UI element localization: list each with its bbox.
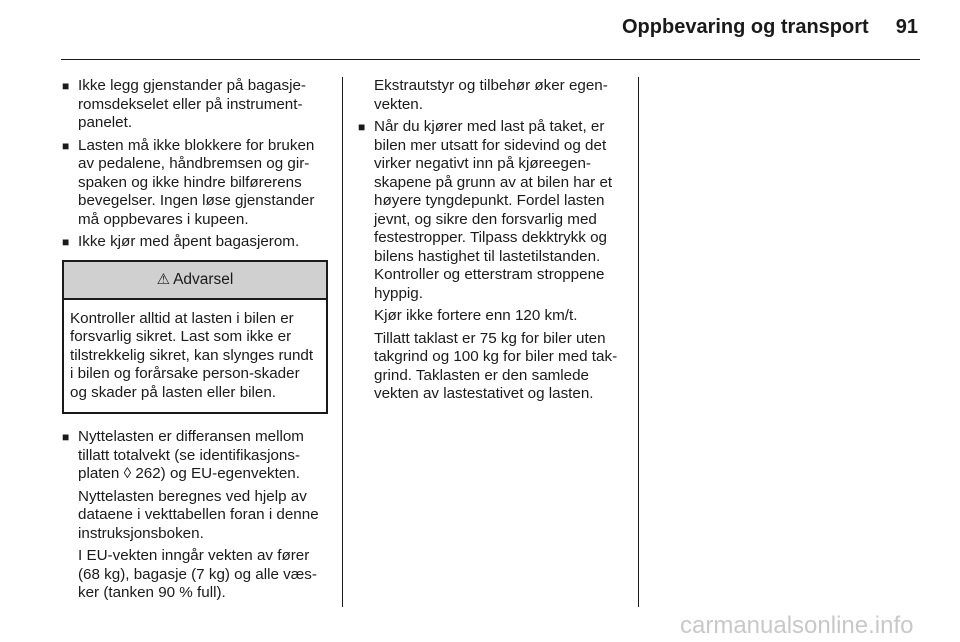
paragraph: Kjør ikke fortere enn 120 km/t. [374,307,578,324]
warning-box [62,260,328,415]
bullet-square-icon: ■ [62,430,70,444]
bullet-square-icon: ■ [62,79,70,93]
warning-text: Kontroller alltid at lasten i bilen er forsvarlig sikret. Last som ikke er tilstrekkelig sikret, kan slynges rundt i bilen og forårsake person-skader og skader på lasten eller bilen. [70,309,314,401]
paragraph: I EU-vekten inngår vekten av fører (68 kg), bagasje (7 kg) og alle væs-ker (tanken 90 % full). [78,547,317,601]
list-item-text: Nyttelasten er differansen mellom tillatt totalvekt (se identifikasjons-platen ◊ 262) og EU-egenvekten. [78,428,304,482]
header-rule [61,59,920,60]
paragraph: Nyttelasten beregnes ved hjelp av dataene i vekttabellen foran i denne instruksjonsboken. [78,487,319,542]
list-item [62,233,330,252]
list-item-text: Ikke kjør med åpent bagasjerom. [78,233,300,250]
column-divider-left [342,77,343,607]
warning-triangle-icon: ⚠ [156,270,171,288]
list-item-text: Lasten må ikke blokkere for bruken av pedalene, håndbremsen og gir-spaken og ikke hindre bilførerens bevegelser. Ingen løse gjenstander må oppbevares i kupeen. [78,136,315,228]
paragraph: Tillatt taklast er 75 kg for biler uten takgrind og 100 kg for biler med tak-grind. Taklasten er den samlede vekten av lastestativet og lasten. [374,329,618,402]
bullet-square-icon: ■ [62,235,70,249]
list-item [358,118,626,303]
page-number: 91 [895,16,918,38]
middle-column [358,77,626,408]
list-item [62,428,330,484]
left-column [62,77,330,607]
list-item-text: Når du kjører med last på taket, er bilen mer utsatt for sidevind og det virker negativt inn på kjøreegen-skapene på grunn av at bilen har et høyere tyngdepunkt. Fordel lasten jevnt, og sikre den forsvarlig med festestropper. Tilpass dekktrykk og bilens hastighet til lastetilstanden. Kontroller og etterstram stroppene hyppig. [374,118,613,302]
list-item [62,77,330,133]
bullet-square-icon: ■ [358,120,366,134]
page-title: Oppbevaring og transport [622,16,869,38]
column-divider-right [638,77,639,607]
warning-title: Advarsel [173,270,234,288]
list-item [62,137,330,230]
warning-header [64,262,326,300]
list-item-text: Ikke legg gjenstander på bagasje-romsdekselet eller på instrument-panelet. [78,77,306,131]
bullet-square-icon: ■ [62,138,70,153]
watermark: carmanualsonline.info [680,612,914,639]
paragraph: Ekstrautstyr og tilbehør øker egen-vekten. [374,77,608,113]
